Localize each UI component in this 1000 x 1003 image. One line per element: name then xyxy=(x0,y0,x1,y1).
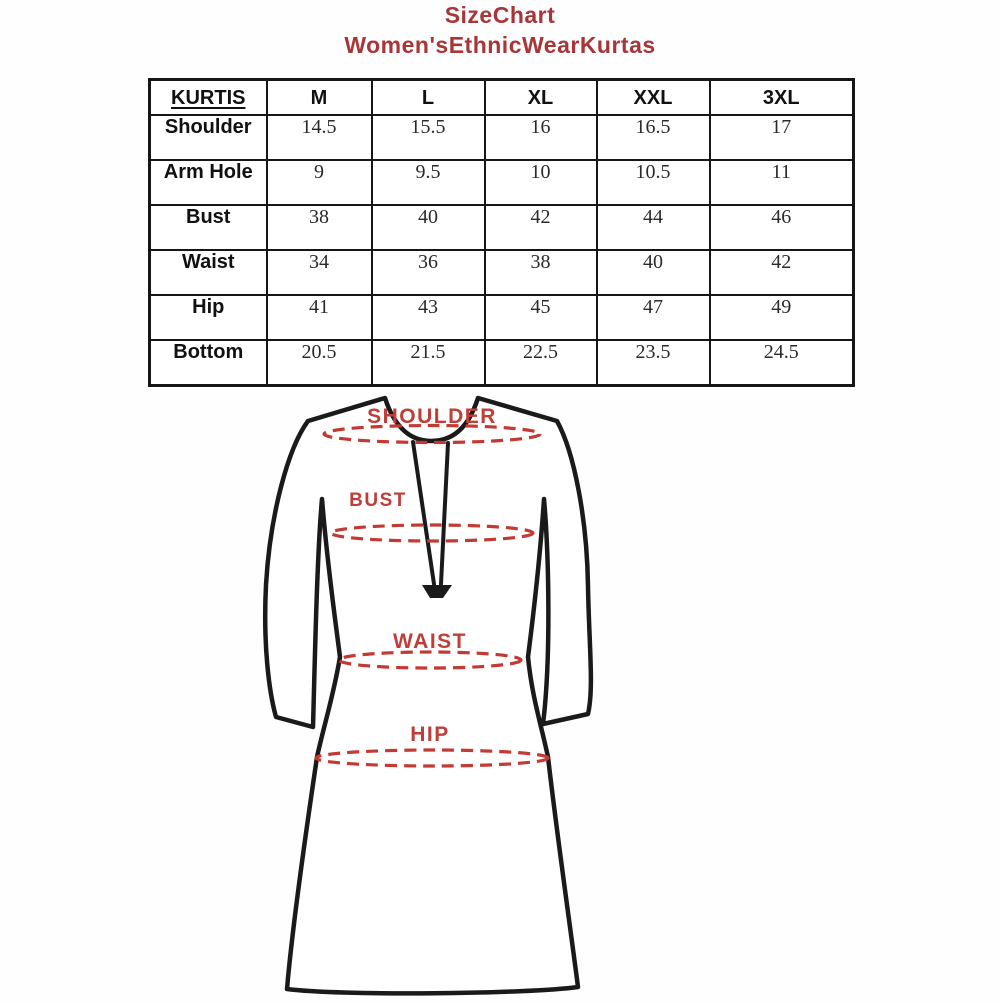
cell-value: 16.5 xyxy=(597,115,710,160)
shoulder-label: SHOULDER xyxy=(367,405,497,428)
kurta-outline xyxy=(265,398,591,993)
row-label-shoulder: Shoulder xyxy=(150,115,267,160)
cell-value: 21.5 xyxy=(372,340,485,385)
cell-value: 17 xyxy=(710,115,854,160)
row-label-bust: Bust xyxy=(150,205,267,250)
cell-value: 43 xyxy=(372,295,485,340)
cell-value: 38 xyxy=(485,250,597,295)
cell-value: 45 xyxy=(485,295,597,340)
table-row-bust xyxy=(150,205,854,250)
cell-value: 9 xyxy=(267,160,372,205)
cell-value: 11 xyxy=(710,160,854,205)
cell-value: 10 xyxy=(485,160,597,205)
cell-value: 42 xyxy=(485,205,597,250)
cell-value: 41 xyxy=(267,295,372,340)
size-chart-table xyxy=(148,78,855,387)
cell-value: 23.5 xyxy=(597,340,710,385)
cell-value: 49 xyxy=(710,295,854,340)
row-label-armhole: Arm Hole xyxy=(150,160,267,205)
cell-value: 46 xyxy=(710,205,854,250)
table-row-waist xyxy=(150,250,854,295)
waist-label: WAIST xyxy=(393,630,467,653)
cell-value: 38 xyxy=(267,205,372,250)
cell-value: 44 xyxy=(597,205,710,250)
table-row-bottom xyxy=(150,340,854,385)
cell-value: 40 xyxy=(372,205,485,250)
header-kurtis-label: KURTIS xyxy=(171,86,246,109)
header-size-3xl: 3XL xyxy=(710,80,854,116)
cell-value: 47 xyxy=(597,295,710,340)
kurta-measurement-diagram xyxy=(230,391,650,1003)
cell-value: 34 xyxy=(267,250,372,295)
cell-value: 36 xyxy=(372,250,485,295)
cell-value: 14.5 xyxy=(267,115,372,160)
header-kurtis xyxy=(150,80,267,116)
table-header-row xyxy=(150,80,854,116)
table-row-shoulder xyxy=(150,115,854,160)
header-size-xl: XL xyxy=(485,80,597,116)
header-size-m: M xyxy=(267,80,372,116)
cell-value: 22.5 xyxy=(485,340,597,385)
page-subtitle: Women'sEthnicWearKurtas xyxy=(344,32,656,58)
row-label-bottom: Bottom xyxy=(150,340,267,385)
table-row-hip xyxy=(150,295,854,340)
cell-value: 10.5 xyxy=(597,160,710,205)
cell-value: 20.5 xyxy=(267,340,372,385)
cell-value: 24.5 xyxy=(710,340,854,385)
header-size-xxl: XXL xyxy=(597,80,710,116)
row-label-hip: Hip xyxy=(150,295,267,340)
cell-value: 40 xyxy=(597,250,710,295)
row-label-waist: Waist xyxy=(150,250,267,295)
cell-value: 16 xyxy=(485,115,597,160)
table-row-armhole xyxy=(150,160,854,205)
hip-label: HIP xyxy=(410,723,450,746)
page-title: SizeChart xyxy=(444,2,556,28)
bust-label: BUST xyxy=(349,490,407,511)
cell-value: 42 xyxy=(710,250,854,295)
header-size-l: L xyxy=(372,80,485,116)
cell-value: 15.5 xyxy=(372,115,485,160)
cell-value: 9.5 xyxy=(372,160,485,205)
